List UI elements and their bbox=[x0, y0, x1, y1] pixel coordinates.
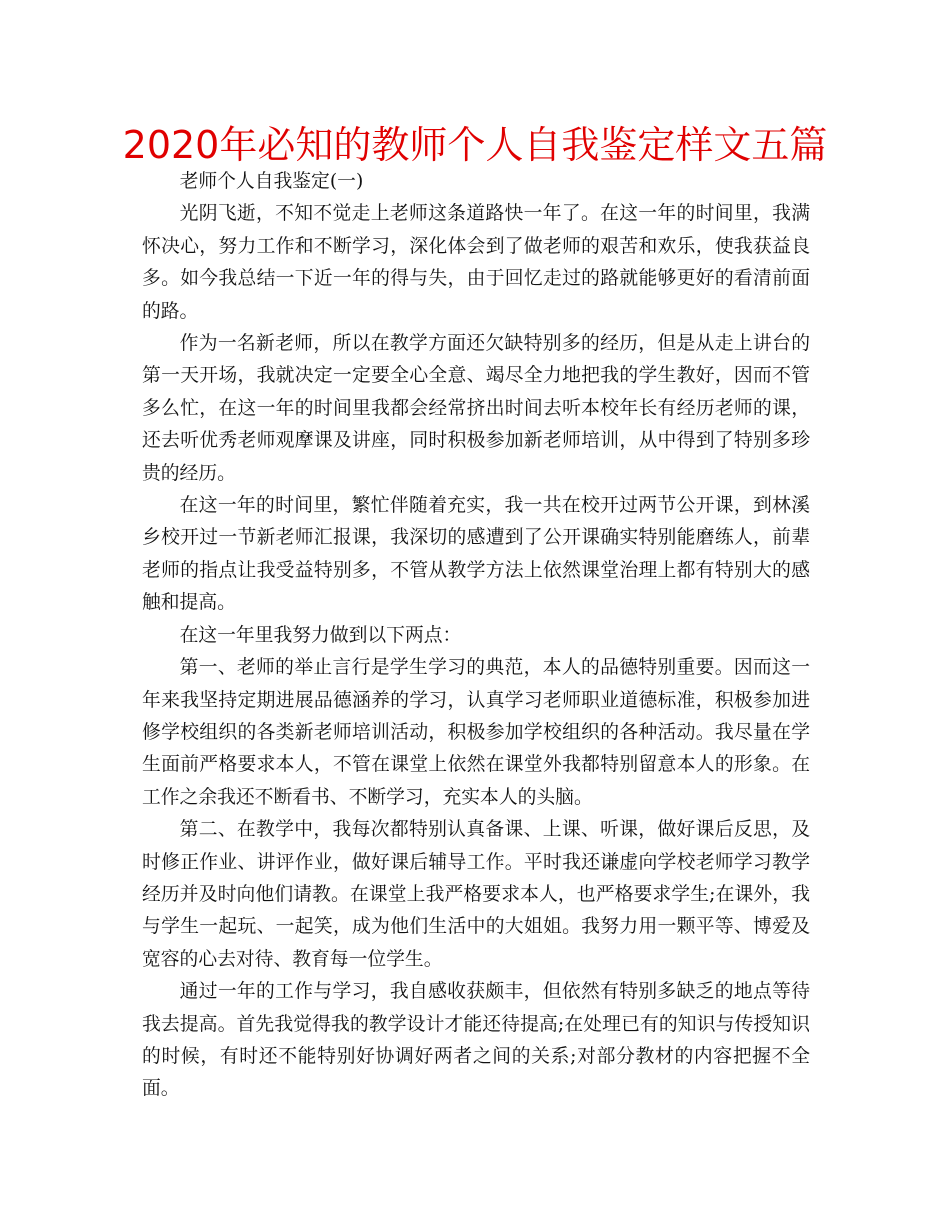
document-title: 2020年必知的教师个人自我鉴定样文五篇 bbox=[122, 123, 828, 167]
paragraph: 光阴飞逝，不知不觉走上老师这条道路快一年了。在这一年的时间里，我满怀决心，努力工作和不断学习，深化体会到了做老师的艰苦和欢乐，使我获益良多。如今我总结一下近一年的得与失，由于回忆走过的路就能够更好的看清前面的路。 bbox=[142, 203, 810, 322]
paragraph: 第一、老师的举止言行是学生学习的典范，本人的品德特别重要。因而这一年来我坚持定期进展品德涵养的学习，认真学习老师职业道德标准，积极参加进修学校组织的各类新老师培训活动，积极参加学校组织的各种活动。我尽量在学生面前严格要求本人，不管在课堂上依然在课堂外我都特别留意本人的形象。在工作之余我还不断看书、不断学习，充实本人的头脑。 bbox=[142, 657, 810, 808]
paragraph: 第二、在教学中，我每次都特别认真备课、上课、听课，做好课后反思，及时修正作业、讲评作业，做好课后辅导工作。平时我还谦虚向学校老师学习教学经历并及时向他们请教。在课堂上我严格要求本人，也严格要求学生;在课外，我与学生一起玩、一起笑，成为他们生活中的大姐姐。我努力用一颗平等、博爱及宽容的心去对待、教育每一位学生。 bbox=[142, 819, 810, 970]
paragraph: 在这一年的时间里，繁忙伴随着充实，我一共在校开过两节公开课，到林溪乡校开过一节新老师汇报课，我深切的感遭到了公开课确实特别能磨练人，前辈老师的指点让我受益特别多，不管从教学方法上依然课堂治理上都有特别大的感触和提高。 bbox=[142, 495, 810, 614]
paragraph: 通过一年的工作与学习，我自感收获颇丰，但依然有特别多缺乏的地点等待我去提高。首先我觉得我的教学设计才能还待提高;在处理已有的知识与传授知识的时候，有时还不能特别好协调好两者之间的关系;对部分教材的内容把握不全面。 bbox=[142, 981, 810, 1100]
paragraph: 作为一名新老师，所以在教学方面还欠缺特别多的经历，但是从走上讲台的第一天开场，我就决定一定要全心全意、竭尽全力地把我的学生教好，因而不管多么忙，在这一年的时间里我都会经常挤出时间去听本校年长有经历老师的课，还去听优秀老师观摩课及讲座，同时积极参加新老师培训，从中得到了特别多珍贵的经历。 bbox=[142, 333, 810, 484]
section-heading: 老师个人自我鉴定(一) bbox=[179, 171, 364, 192]
document-body bbox=[142, 166, 810, 1106]
paragraph: 在这一年里我努力做到以下两点： bbox=[179, 624, 462, 646]
